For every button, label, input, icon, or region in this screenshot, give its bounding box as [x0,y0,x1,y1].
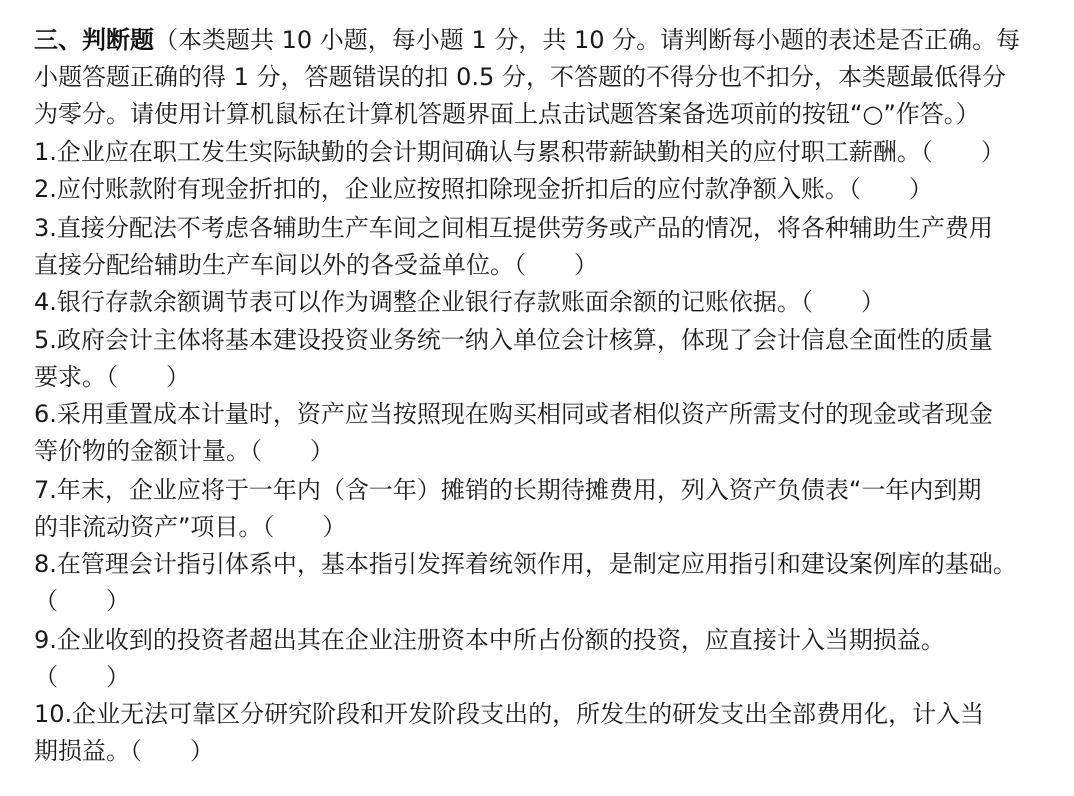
question-5-line-1: 5.政府会计主体将基本建设投资业务统一纳入单位会计核算，体现了会计信息全面性的质量 [34,326,993,354]
section-heading: 三、判断题 [34,26,154,54]
question-7-line-2: 的非流动资产”项目。（ ） [34,513,347,541]
question-6-line-2: 等价物的金额计量。（ ） [34,437,334,465]
question-10-line-1: 10.企业无法可靠区分研究阶段和开发阶段支出的，所发生的研发支出全部费用化，计入当 [34,700,985,728]
question-3-line-2: 直接分配给辅助生产车间以外的各受益单位。（ ） [34,251,598,279]
section-header-line [34,22,1064,59]
section-instructions-line-3: 为零分。请使用计算机鼠标在计算机答题界面上点击试题答案备选项前的按钮“○”作答。） [34,100,980,128]
question-9-line-1: 9.企业收到的投资者超出其在企业注册资本中所占份额的投资，应直接计入当期损益。 [34,626,945,654]
section-instructions-line-2: 小题答题正确的得 1 分，答题错误的扣 0.5 分，不答题的不得分也不扣分，本类题最低得分 [34,63,1006,91]
question-4-line-1: 4.银行存款余额调节表可以作为调整企业银行存款账面余额的记账依据。（ ） [34,288,885,316]
question-7-line-1: 7.年末，企业应将于一年内（含一年）摊销的长期待摊费用，列入资产负债表“一年内到期 [34,476,982,504]
question-9-line-2: （ ） [34,663,130,691]
question-2-line-1: 2.应付账款附有现金折扣的，企业应按照扣除现金折扣后的应付款净额入账。（ ） [34,175,933,203]
question-8-line-1: 8.在管理会计指引体系中，基本指引发挥着统领作用，是制定应用指引和建设案例库的基础。 [34,550,1017,578]
question-3-line-1: 3.直接分配法不考虑各辅助生产车间之间相互提供劳务或产品的情况，将各种辅助生产费用 [34,214,993,242]
question-6-line-1: 6.采用重置成本计量时，资产应当按照现在购买相同或者相似资产所需支付的现金或者现金 [34,400,993,428]
question-8-line-2: （ ） [34,587,130,615]
question-1-line-1: 1.企业应在职工发生实际缺勤的会计期间确认与累积带薪缺勤相关的应付职工薪酬。（ ） [34,138,1005,166]
section-instructions-line-1: （本类题共 10 小题，每小题 1 分，共 10 分。请判断每小题的表述是否正确。每 [154,26,1021,54]
question-10-line-2: 期损益。（ ） [34,737,214,765]
question-5-line-2: 要求。（ ） [34,363,190,391]
